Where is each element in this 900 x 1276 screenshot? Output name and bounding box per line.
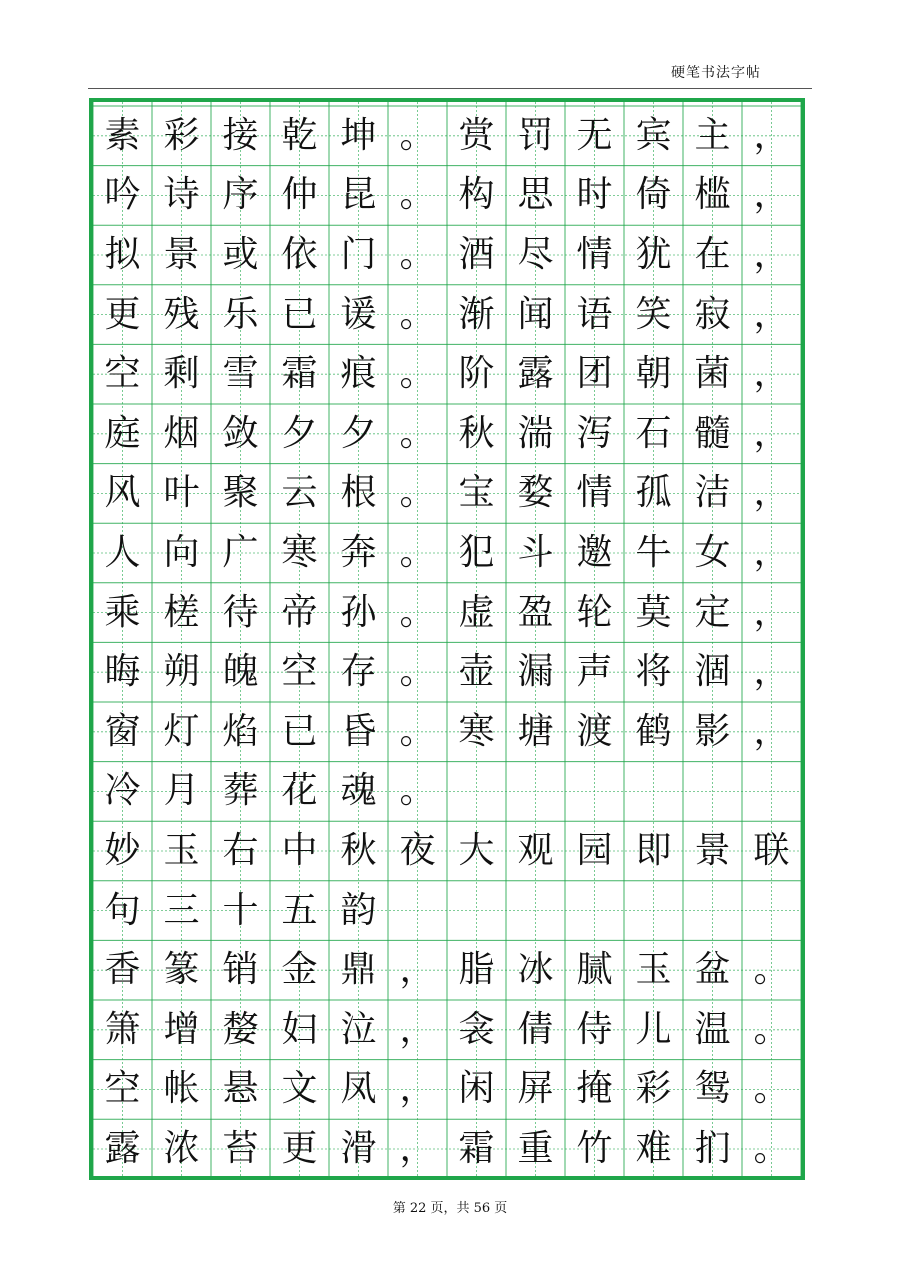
- character-cell: 凤: [340, 1068, 377, 1110]
- character-cell: 婺: [517, 472, 554, 514]
- character-cell: ，: [753, 531, 790, 573]
- character-cell: 湍: [517, 412, 554, 454]
- character-cell: 花: [281, 770, 318, 812]
- character-cell: 乾: [281, 114, 318, 156]
- character-cell: 泻: [576, 412, 613, 454]
- character-cell: 仲: [281, 174, 318, 216]
- character-cell: 槛: [694, 174, 731, 216]
- character-cell: 斗: [517, 531, 554, 573]
- character-cell: 盈: [517, 591, 554, 633]
- character-cell: 将: [635, 651, 672, 693]
- character-cell: 焰: [222, 710, 259, 752]
- character-cell: 轮: [576, 591, 613, 633]
- character-cell: 韵: [340, 889, 377, 931]
- character-cell: 接: [222, 114, 259, 156]
- text-row: [93, 1060, 801, 1120]
- character-cell: 剩: [163, 353, 200, 395]
- character-cell: 寒: [281, 531, 318, 573]
- character-cell: 壶: [458, 651, 495, 693]
- character-cell: 犯: [458, 531, 495, 573]
- character-cell: 嫠: [222, 1008, 259, 1050]
- character-cell: ，: [753, 710, 790, 752]
- character-cell: 中: [281, 829, 318, 871]
- character-cell: 拟: [104, 233, 141, 275]
- character-cell: 漏: [517, 651, 554, 693]
- character-cell: 寒: [458, 710, 495, 752]
- character-cell: ，: [399, 1127, 436, 1169]
- character-cell: 倚: [635, 174, 672, 216]
- character-cell: 冰: [517, 949, 554, 991]
- character-cell: 虚: [458, 591, 495, 633]
- character-cell: 语: [576, 293, 613, 335]
- text-row: [93, 523, 801, 583]
- character-cell: 素: [104, 114, 141, 156]
- character-cell: 十: [222, 889, 259, 931]
- character-cell: 云: [281, 472, 318, 514]
- character-cell: 犹: [635, 233, 672, 275]
- character-cell: 菌: [694, 353, 731, 395]
- character-cell: 浓: [163, 1127, 200, 1169]
- character-cell: 窗: [104, 710, 141, 752]
- character-cell: 序: [222, 174, 259, 216]
- character-cell: 脂: [458, 949, 495, 991]
- character-cell: 渡: [576, 710, 613, 752]
- character-cell: 定: [694, 591, 731, 633]
- header-divider: [88, 88, 812, 89]
- character-cell: 空: [281, 651, 318, 693]
- character-cell: 篆: [163, 949, 200, 991]
- character-cell: 朝: [635, 353, 672, 395]
- character-cell: 帐: [163, 1068, 200, 1110]
- character-cell: 广: [222, 531, 259, 573]
- character-cell: 三: [163, 889, 200, 931]
- character-cell: 残: [163, 293, 200, 335]
- character-cell: 风: [104, 472, 141, 514]
- character-cell: 增: [163, 1008, 200, 1050]
- character-cell: 谖: [340, 293, 377, 335]
- character-cell: 竹: [576, 1127, 613, 1169]
- character-cell: [506, 881, 565, 941]
- character-cell: 闻: [517, 293, 554, 335]
- character-cell: 尽: [517, 233, 554, 275]
- character-cell: 妙: [104, 829, 141, 871]
- character-cell: 已: [281, 293, 318, 335]
- character-cell: 秋: [340, 829, 377, 871]
- character-cell: 昏: [340, 710, 377, 752]
- text-row: [93, 404, 801, 464]
- character-cell: 奔: [340, 531, 377, 573]
- character-cell: ，: [753, 591, 790, 633]
- character-cell: 孙: [340, 591, 377, 633]
- character-cell: 主: [694, 114, 731, 156]
- character-cell: 夕: [281, 412, 318, 454]
- character-cell: 石: [635, 412, 672, 454]
- character-cell: 晦: [104, 651, 141, 693]
- character-cell: 冷: [104, 770, 141, 812]
- character-cell: 昆: [340, 174, 377, 216]
- character-cell: 。: [753, 949, 790, 991]
- character-cell: [388, 881, 447, 941]
- character-cell: 玉: [635, 949, 672, 991]
- character-cell: 向: [163, 531, 200, 573]
- text-row: [93, 702, 801, 762]
- character-cell: 。: [753, 1068, 790, 1110]
- character-cell: 帝: [281, 591, 318, 633]
- character-cell: 。: [399, 770, 436, 812]
- character-cell: [624, 762, 683, 822]
- character-cell: [683, 762, 742, 822]
- character-cell: 痕: [340, 353, 377, 395]
- text-row: [93, 285, 801, 345]
- character-cell: ，: [753, 293, 790, 335]
- character-cell: 温: [694, 1008, 731, 1050]
- character-cell: 朔: [163, 651, 200, 693]
- character-cell: [447, 762, 506, 822]
- character-cell: 时: [576, 174, 613, 216]
- character-cell: 槎: [163, 591, 200, 633]
- text-row: [93, 166, 801, 226]
- character-cell: 。: [399, 472, 436, 514]
- character-cell: 魂: [340, 770, 377, 812]
- character-cell: 坤: [340, 114, 377, 156]
- character-cell: 更: [281, 1127, 318, 1169]
- character-cell: 葬: [222, 770, 259, 812]
- character-cell: 思: [517, 174, 554, 216]
- character-cell: 庭: [104, 412, 141, 454]
- character-cell: 鹤: [635, 710, 672, 752]
- character-cell: 。: [399, 353, 436, 395]
- character-cell: 衾: [458, 1008, 495, 1050]
- character-cell: 苔: [222, 1127, 259, 1169]
- character-cell: 。: [399, 114, 436, 156]
- character-cell: [683, 881, 742, 941]
- character-cell: [447, 881, 506, 941]
- character-cell: 。: [399, 651, 436, 693]
- character-cell: ，: [753, 174, 790, 216]
- character-cell: ，: [753, 114, 790, 156]
- character-cell: 宾: [635, 114, 672, 156]
- character-cell: 烟: [163, 412, 200, 454]
- character-cell: 。: [399, 412, 436, 454]
- character-cell: 空: [104, 1068, 141, 1110]
- character-cell: [742, 881, 801, 941]
- character-cell: 乘: [104, 591, 141, 633]
- character-cell: 园: [576, 829, 613, 871]
- character-cell: 聚: [222, 472, 259, 514]
- character-cell: 观: [517, 829, 554, 871]
- character-cell: 夕: [340, 412, 377, 454]
- character-grid: [93, 106, 801, 1179]
- character-cell: 倩: [517, 1008, 554, 1050]
- text-row: [93, 106, 801, 166]
- character-cell: 悬: [222, 1068, 259, 1110]
- character-cell: 依: [281, 233, 318, 275]
- character-cell: 团: [576, 353, 613, 395]
- character-cell: 门: [340, 233, 377, 275]
- character-cell: 掩: [576, 1068, 613, 1110]
- character-cell: 霜: [458, 1127, 495, 1169]
- character-cell: 露: [517, 353, 554, 395]
- character-cell: 彩: [163, 114, 200, 156]
- character-cell: 吟: [104, 174, 141, 216]
- character-cell: 闲: [458, 1068, 495, 1110]
- text-row: [93, 642, 801, 702]
- character-cell: 侍: [576, 1008, 613, 1050]
- character-cell: 屏: [517, 1068, 554, 1110]
- character-cell: ，: [753, 353, 790, 395]
- character-cell: 右: [222, 829, 259, 871]
- practice-sheet: [89, 98, 805, 1180]
- character-cell: ，: [753, 651, 790, 693]
- text-row: [93, 1119, 801, 1179]
- page-number: 第 22 页，共 56 页: [392, 1201, 508, 1216]
- character-cell: 酒: [458, 233, 495, 275]
- character-cell: 髓: [694, 412, 731, 454]
- text-row: [93, 940, 801, 1000]
- character-cell: 罚: [517, 114, 554, 156]
- character-cell: 箫: [104, 1008, 141, 1050]
- character-cell: 玉: [163, 829, 200, 871]
- character-cell: 邀: [576, 531, 613, 573]
- character-cell: 人: [104, 531, 141, 573]
- character-cell: 鸳: [694, 1068, 731, 1110]
- character-cell: 雪: [222, 353, 259, 395]
- character-cell: 敛: [222, 412, 259, 454]
- character-cell: ，: [753, 233, 790, 275]
- character-cell: 莫: [635, 591, 672, 633]
- character-cell: 。: [399, 710, 436, 752]
- character-cell: 销: [222, 949, 259, 991]
- character-cell: 影: [694, 710, 731, 752]
- character-cell: 泣: [340, 1008, 377, 1050]
- character-cell: 儿: [635, 1008, 672, 1050]
- character-cell: 金: [281, 949, 318, 991]
- character-cell: 声: [576, 651, 613, 693]
- character-cell: 景: [163, 233, 200, 275]
- character-cell: 露: [104, 1127, 141, 1169]
- character-cell: 腻: [576, 949, 613, 991]
- text-row: [93, 583, 801, 643]
- character-cell: 。: [753, 1008, 790, 1050]
- character-cell: 大: [458, 829, 495, 871]
- character-cell: 秋: [458, 412, 495, 454]
- character-cell: 。: [399, 293, 436, 335]
- character-cell: ，: [399, 1068, 436, 1110]
- character-cell: 乐: [222, 293, 259, 335]
- character-cell: 妇: [281, 1008, 318, 1050]
- character-cell: 。: [399, 531, 436, 573]
- character-cell: 空: [104, 353, 141, 395]
- character-cell: ，: [399, 1008, 436, 1050]
- character-cell: 难: [635, 1127, 672, 1169]
- character-cell: 已: [281, 710, 318, 752]
- character-cell: 情: [576, 233, 613, 275]
- character-cell: 塘: [517, 710, 554, 752]
- character-cell: 盆: [694, 949, 731, 991]
- character-cell: 或: [222, 233, 259, 275]
- character-cell: 联: [753, 829, 790, 871]
- character-cell: 渐: [458, 293, 495, 335]
- character-cell: 霜: [281, 353, 318, 395]
- character-cell: 牛: [635, 531, 672, 573]
- character-cell: 女: [694, 531, 731, 573]
- character-cell: 扪: [694, 1127, 731, 1169]
- character-cell: 孤: [635, 472, 672, 514]
- character-cell: 灯: [163, 710, 200, 752]
- text-row: [93, 1000, 801, 1060]
- character-cell: 无: [576, 114, 613, 156]
- character-cell: [506, 762, 565, 822]
- character-cell: 宝: [458, 472, 495, 514]
- character-cell: ，: [399, 949, 436, 991]
- character-cell: 情: [576, 472, 613, 514]
- text-row: [93, 225, 801, 285]
- character-cell: 笑: [635, 293, 672, 335]
- character-cell: 根: [340, 472, 377, 514]
- character-cell: 诗: [163, 174, 200, 216]
- character-cell: 。: [753, 1127, 790, 1169]
- character-cell: 滑: [340, 1127, 377, 1169]
- character-cell: ，: [753, 472, 790, 514]
- character-cell: 香: [104, 949, 141, 991]
- character-cell: 重: [517, 1127, 554, 1169]
- character-cell: 文: [281, 1068, 318, 1110]
- character-cell: 待: [222, 591, 259, 633]
- character-cell: 在: [694, 233, 731, 275]
- character-cell: 更: [104, 293, 141, 335]
- character-cell: 寂: [694, 293, 731, 335]
- character-cell: [624, 881, 683, 941]
- character-cell: 。: [399, 233, 436, 275]
- character-cell: 彩: [635, 1068, 672, 1110]
- character-cell: ，: [753, 412, 790, 454]
- character-cell: [565, 762, 624, 822]
- character-cell: 魄: [222, 651, 259, 693]
- character-cell: 构: [458, 174, 495, 216]
- character-cell: 鼎: [340, 949, 377, 991]
- character-cell: 月: [163, 770, 200, 812]
- character-cell: 景: [694, 829, 731, 871]
- text-row: [93, 464, 801, 524]
- text-row: [93, 344, 801, 404]
- character-cell: 阶: [458, 353, 495, 395]
- character-cell: 洁: [694, 472, 731, 514]
- character-cell: 五: [281, 889, 318, 931]
- character-cell: [565, 881, 624, 941]
- character-cell: 存: [340, 651, 377, 693]
- character-cell: 句: [104, 889, 141, 931]
- character-cell: 叶: [163, 472, 200, 514]
- character-cell: [742, 762, 801, 822]
- character-cell: 涸: [694, 651, 731, 693]
- text-row: [93, 821, 801, 881]
- character-cell: 夜: [399, 829, 436, 871]
- text-row: [93, 881, 801, 941]
- character-cell: 。: [399, 591, 436, 633]
- character-cell: 即: [635, 829, 672, 871]
- character-cell: 。: [399, 174, 436, 216]
- text-row: [93, 762, 801, 822]
- character-cell: 赏: [458, 114, 495, 156]
- page-header-title: 硬笔书法字帖: [671, 65, 761, 81]
